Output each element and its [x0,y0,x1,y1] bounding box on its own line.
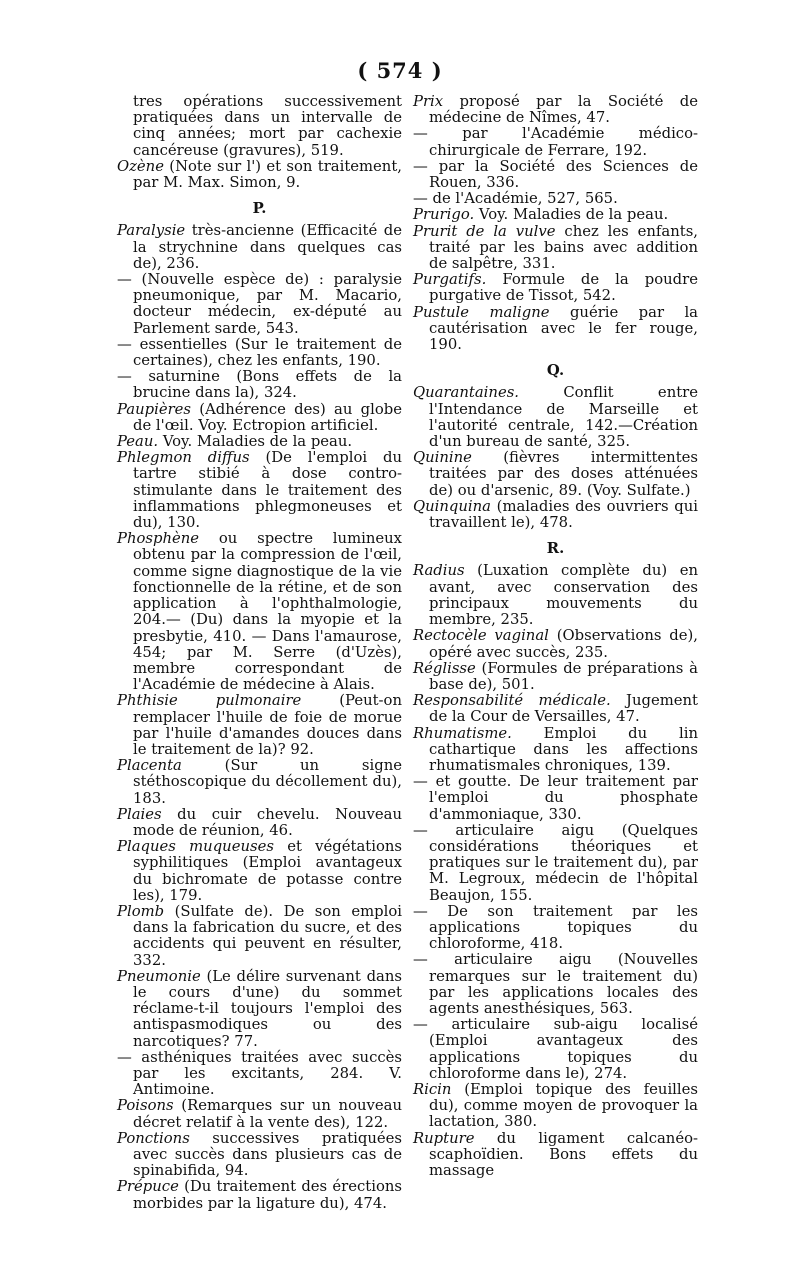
entry-headword: Responsabilité médicale. [413,692,611,710]
index-entry [413,305,698,354]
entry-text: et végétations syphilitiques (Emploi avantageux du bichromate de potasse contre les), 179. [133,838,403,904]
index-entry [413,693,698,725]
index-entry [413,207,698,223]
entry-text: — essentielles (Sur le traitement de certaines), chez les enfants, 190. [117,335,402,370]
entry-text: — de l'Académie, 527, 565. [413,190,618,208]
entry-headword: Pustule maligne [413,303,550,321]
entry-text: — articulaire aigu (Quelques considérations théoriques et pratiques sur le traitement du), par M. Legroux, médecin de l'hôpital Beaujon, 155. [413,821,698,904]
index-entry [117,272,402,337]
index-entry [413,191,698,207]
entry-text: (Le délire survenant dans le cours d'une) du sommet réclame-t-il toujours l'emploi des antispasmodiques ou des narcotiques? 77. [133,967,402,1050]
entry-text: ou spectre lumineux obtenu par la compression de l'œil, comme signe diagnostique de la vie fonctionnelle de la rétine, et de son application à l'ophthalmologie, 204.— (Du) dans la myopie et la presbytie, 410. — Dans l'amaurose, 454; par M. Serre (d'Uzès), membre correspondant de l'Académie de médecine à Alais. [133,530,402,694]
entry-text: Voy. Maladies de la peau. [474,206,669,224]
entry-headword: Phthisie pulmonaire [117,692,302,710]
index-entry [413,628,698,660]
index-entry [117,693,402,758]
index-entry [117,434,402,450]
entry-text: du ligament calcanéo-scaphoïdien. Bons effets du massage [429,1129,698,1179]
index-entry [413,1017,698,1082]
entry-headword: Radius [413,562,465,580]
index-entry [117,1131,402,1180]
entry-text: du cuir chevelu. Nouveau mode de réunion, 46. [133,805,402,839]
entry-text: — par l'Académie médico-chirurgicale de Ferrare, 192. [413,125,698,159]
entry-text: — saturnine (Bons effets de la brucine dans la), 324. [117,368,402,402]
entry-text: (Formules de préparations à base de), 501. [429,659,698,693]
entry-text: — asthéniques traitées avec succès par les excitants, 284. V. Antimoine. [117,1048,402,1099]
entry-headword: Quinine [413,449,472,467]
page-number: ( 574 ) [357,58,443,83]
index-entry [117,904,402,969]
entry-headword: Prépuce [117,1178,179,1196]
entry-headword: Ozène [117,157,164,175]
section-letter: Q. [546,362,565,380]
index-entry [413,272,698,304]
entry-text: chez les enfants, traité par les bains avec addition de salpêtre, 331. [429,222,698,273]
entry-text: — articulaire sub-aigu localisé (Emploi avantageux des applications topiques du chloroforme dans le), 274. [413,1016,698,1082]
index-entry [413,904,698,953]
index-entry [117,807,402,839]
entry-text: (Peut-on remplacer l'huile de foie de morue par l'huile d'amandes douces dans le traitement de la)? 92. [133,692,402,758]
entry-headword: Prurigo. [413,206,475,224]
index-entry [117,94,402,159]
entry-headword: Prix [413,93,444,110]
entry-headword: Phlegmon diffus [117,449,250,467]
index-entry [413,159,698,191]
index-entry [413,224,698,273]
entry-text: tres opérations successivement pratiquées dans un intervalle de cinq années; mort par cachexie cancéreuse (gravures), 519. [133,93,402,159]
section-letter: P. [252,200,267,218]
index-entry [117,1179,402,1211]
entry-headword: Purgatifs. [413,271,487,289]
entry-text: — (Nouvelle espèce de) : paralysie pneumonique, par M. Macario, docteur médecin, ex-député au Parlement sarde, 543. [117,271,402,337]
entry-headword: Paralysie [117,222,186,240]
left-column [117,94,402,1212]
index-entry [117,337,402,369]
index-entry [117,402,402,434]
entry-headword: Plomb [117,902,165,920]
entry-text: proposé par la Société de médecine de Nîmes, 47. [429,93,698,127]
index-entry [117,159,402,191]
index-entry [413,1131,698,1180]
entry-text: (Du traitement des érections morbides par la ligature du), 474. [133,1178,402,1212]
entry-text: successives pratiquées avec succès dans plusieurs cas de spinabifida, 94. [133,1129,402,1180]
entry-headword: Ponctions [117,1129,190,1147]
entry-text: (De l'emploi du tartre stibié à dose contro-stimulante dans le traitement des inflammations phlegmoneuses et du), 130. [133,449,402,532]
entry-headword: Rupture [413,1129,475,1147]
entry-text: (Sulfate de). De son emploi dans la fabrication du sucre, et des accidents qui peuvent en résulter, 332. [133,902,402,969]
index-entry [117,969,402,1050]
entry-headword: Ricin [413,1080,452,1098]
entry-text: Conflit entre l'Intendance de Marseille et l'autorité centrale, 142.—Création d'un bureau de santé, 325. [429,384,698,451]
entry-headword: Pneumonie [117,967,201,985]
entry-text: très-ancienne (Efficacité de la strychnine dans quelques cas de), 236. [133,222,402,272]
index-entry [413,499,698,531]
entry-headword: Paupières [117,400,192,418]
entry-text: — et goutte. De leur traitement par l'emploi du phosphate d'ammoniaque, 330. [413,773,698,823]
entry-text: guérie par la cautérisation avec le fer rouge, 190. [429,303,698,354]
entry-text: — De son traitement par les applications topiques du chloroforme, 418. [413,902,698,953]
index-entry [117,450,402,531]
entry-text: (Note sur l') et son traitement, par M. Max. Simon, 9. [133,157,402,192]
index-entry [413,823,698,904]
index-entry [117,1050,402,1099]
index-entry [413,726,698,775]
index-entry [413,774,698,823]
index-entry [413,661,698,693]
entry-text: (Remarques sur un nouveau décret relatif à la vente des), 122. [133,1097,402,1131]
index-entry [413,1082,698,1131]
entry-headword: Peau. [117,433,159,451]
index-entry [117,1098,402,1130]
entry-text: — articulaire aigu (Nouvelles remarques sur le traitement du) par les applications locales des agents anesthésiques, 563. [413,951,698,1017]
index-entry [413,94,698,126]
entry-text: (Emploi topique des feuilles du), comme moyen de provoquer la lactation, 380. [429,1080,698,1131]
index-entry [413,385,698,450]
entry-headword: Quinquina [413,497,492,515]
index-entry [117,223,402,272]
section-letter: R. [546,540,565,558]
entry-text: Formule de la poudre purgative de Tissot, 542. [429,271,698,305]
entry-text: Emploi du lin cathartique dans les affections rhumatismales chroniques, 139. [429,724,698,774]
right-column [413,94,698,1179]
index-entry [117,369,402,401]
index-entry [117,839,402,904]
index-entry [413,126,698,158]
entry-text: (Sur un signe stéthoscopique du décollement du), 183. [133,757,402,807]
entry-text: Jugement de la Cour de Versailles, 47. [429,692,698,726]
entry-headword: Placenta [117,757,182,775]
entry-headword: Plaies [117,805,162,823]
entry-text: (Adhérence des) au globe de l'œil. Voy. Ectropion artificiel. [133,400,402,434]
entry-text: (Observations de), opéré avec succès, 235. [429,627,699,661]
entry-headword: Quarantaines. [413,384,519,402]
index-entry [117,758,402,807]
entry-headword: Réglisse [413,659,476,677]
index-entry [413,450,698,499]
entry-text: (Luxation complète du) en avant, avec conservation des principaux mouvements du membre, 235. [429,562,698,629]
index-entry [117,531,402,693]
index-entry [413,952,698,1017]
entry-headword: Rectocèle vaginal [413,627,549,645]
entry-text: (fièvres intermittentes traitées par des doses atténuées de) ou d'arsenic, 89. (Voy. Sulfate.) [429,449,698,499]
entry-text: Voy. Maladies de la peau. [158,433,353,451]
entry-headword: Rhumatisme. [413,724,512,742]
entry-text: — par la Société des Sciences de Rouen, 336. [413,157,698,192]
entry-headword: Plaques muqueuses [117,838,274,856]
entry-headword: Prurit de la vulve [413,222,556,240]
entry-headword: Phosphène [117,530,200,548]
index-entry [413,563,698,628]
entry-text: (maladies des ouvriers qui travaillent le), 478. [429,497,698,532]
entry-headword: Poisons [117,1097,174,1115]
